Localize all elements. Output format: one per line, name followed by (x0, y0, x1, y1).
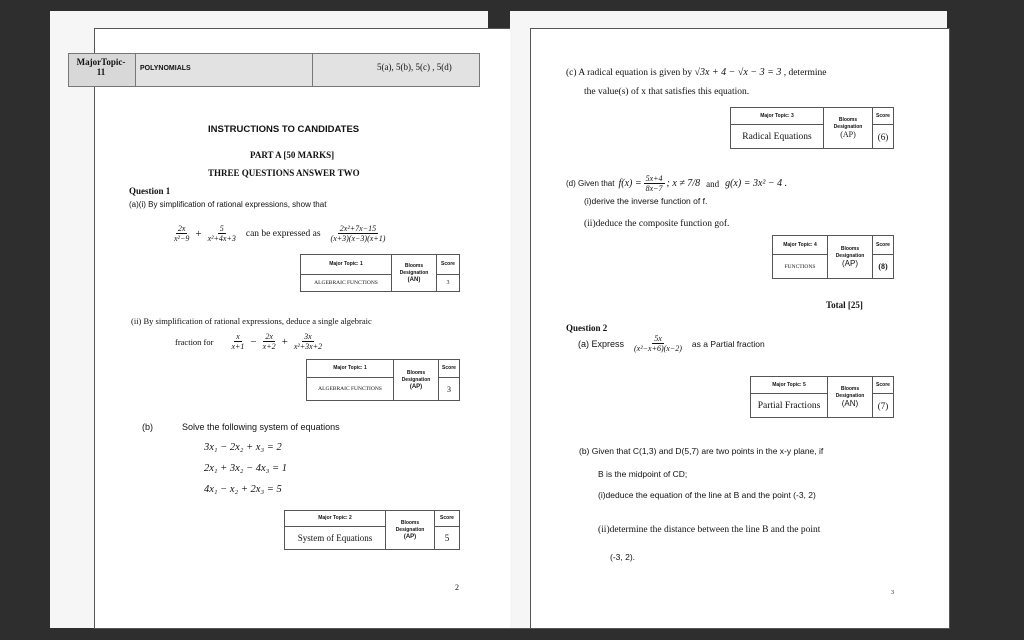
q1b-label: (b) (142, 422, 153, 432)
q2a-expression: (a) Express $\frac{5x}{\text{(x²−x+6)(x−2)}}$ as a Partial fraction (578, 334, 765, 353)
q2b-line-5: (-3, 2). (610, 552, 636, 562)
right-page (510, 11, 947, 628)
questions-note: THREE QUESTIONS ANSWER TWO (208, 168, 360, 178)
qc-line-2: the value(s) of x that satisfies this equation. (584, 87, 750, 97)
qd-part-ii: (ii)deduce the composite function gof. (584, 219, 730, 229)
page-number-left: 2 (455, 583, 459, 592)
topic-table-3: Major Topic: 2 Blooms Designation (AP) Score System of Equations 5 (284, 510, 460, 550)
q2b-line-3: (i)deduce the equation of the line at B and the point (-3, 2) (598, 490, 816, 500)
question-1-title: Question 1 (129, 186, 171, 196)
question-2-title: Question 2 (566, 323, 608, 333)
q2b-line-4: (ii)determine the distance between the line B and the point (598, 525, 821, 535)
q2b-line-2: B is the midpoint of CD; (598, 469, 688, 479)
header-sections: 5(a), 5(b), 5(c) , 5(d) (377, 62, 452, 72)
q1b-text: Solve the following system of equations (182, 422, 340, 432)
q1a-expression: $\frac{2x}{\text{x²−9}}$ + $\frac{5}{\text{x²+4x+3}}$ can be expressed as $\frac{\text{2x²+7x−15}}{(x+3)(x-3)(x+1)}$ (174, 224, 386, 243)
q2b-line-1: (b) Given that C(1,3) and D(5,7) are two points in the x-y plane, if (579, 446, 824, 456)
topic-table-4: Major Topic: 3 Blooms Designation (AP) Score Radical Equations (6) (730, 107, 894, 149)
topic-table-2: Major Topic: 1 Blooms Designation (AP) Score ALGEBRAIC FUNCTIONS 3 (306, 359, 460, 401)
equation-3: 4x₁ − x₂ + 2x₃ = 5 (204, 484, 282, 495)
part-heading: PART A [50 MARKS] (250, 150, 335, 160)
qd-expression: (d) Given that f(x) = $\frac{5x+4}{8x-7}$ ; x ≠ 7/8 and g(x) = 3x² − 4 . (566, 174, 788, 193)
topic-table-5: Major Topic: 4 Blooms Designation (AP) Score FUNCTIONS (8) (772, 235, 894, 279)
equation-2: 2x₁ + 3x₂ − 4x₃ = 1 (204, 463, 287, 474)
page-number-right: 3 (891, 590, 894, 596)
header-topic-name: POLYNOMIALS (140, 65, 191, 72)
topic-table-6: Major Topic: 5 Blooms Designation (AN) Score Partial Fractions (7) (750, 376, 894, 418)
equation-1: 3x₁ − 2x₂ + x₃ = 2 (204, 442, 282, 453)
topic-header-table (68, 53, 480, 87)
q1a-text: (a)(i) By simplification of rational expressions, show that (129, 200, 327, 209)
header-topic-label: MajorTopic-11 (76, 57, 126, 77)
q1aii-expression: fraction for $\frac{x}{x+1}$ − $\frac{2x}{x+2}$ + $\frac{3x}{\text{x²+3x+2}}$ (175, 332, 323, 351)
q1aii-text: (ii) By simplification of rational expressions, deduce a single algebraic (131, 316, 372, 326)
header-topic-cell (69, 54, 136, 87)
header-topic-name-cell (136, 54, 313, 87)
qd-part-i: (i)derive the inverse function of f. (584, 196, 708, 206)
header-sections-cell (313, 54, 480, 87)
total-marks: Total [25] (826, 300, 863, 310)
instructions-heading: INSTRUCTIONS TO CANDIDATES (208, 124, 360, 135)
qc-line-1: (c) A radical equation is given by √3x + 4 − √x − 3 = 3 , determine (566, 67, 827, 78)
topic-table-1: Major Topic: 1 Blooms Designation (AN) Score ALGEBRAIC FUNCTIONS 3 (300, 254, 460, 292)
